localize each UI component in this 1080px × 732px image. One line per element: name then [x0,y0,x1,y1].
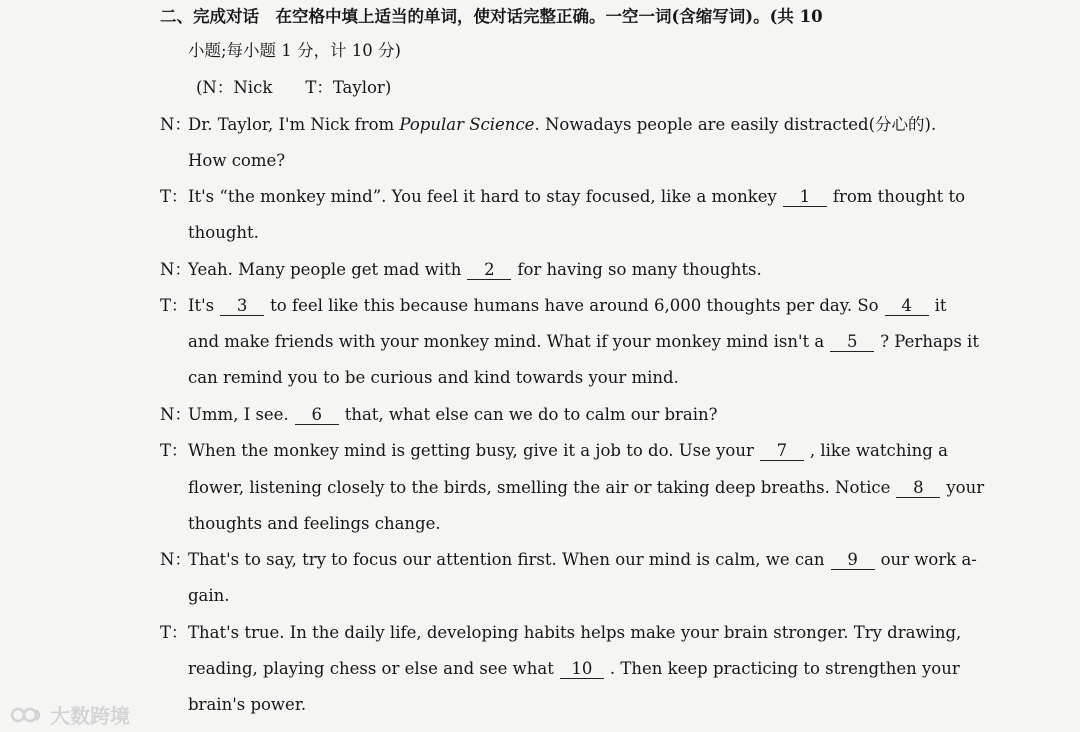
dialogue-line-n3: N：Umm, I see. 6 that, what else can we do to calm our brain? [160,405,718,424]
speaker-label: N： [160,405,191,424]
dialogue-line-t1-cont: thought. [188,223,259,242]
blank-2[interactable]: 2 [467,261,511,280]
dialogue-line-n1-cont: How come? [188,151,286,170]
speaker-label: N： [160,115,191,134]
dialogue-line-t3: T：When the monkey mind is getting busy, give it a job to do. Use your 7 , like watching a [160,441,948,460]
dialogue-line-t3-cont: flower, listening closely to the birds, smelling the air or taking deep breaths. Notice 8 your [188,478,985,497]
speaker-label: N： [160,260,191,279]
blank-3[interactable]: 3 [220,297,264,316]
blank-5[interactable]: 5 [830,333,874,352]
section-scoring: 小题;每小题 1 分，计 10 分) [188,41,401,60]
roles-legend: (N：Nick T：Taylor) [196,78,392,97]
magazine-title: Popular Science [399,115,535,134]
dialogue-line-t2: T：It's 3 to feel like this because humans have around 6,000 thoughts per day. So 4 it [160,296,947,315]
speaker-label: T： [160,441,188,460]
blank-8[interactable]: 8 [896,479,940,498]
speaker-label: T： [160,296,188,315]
dialogue-line-n4: N：That's to say, try to focus our attention first. When our mind is calm, we can 9 our work a- [160,550,977,569]
watermark-logo-icon [10,704,44,726]
speaker-label: N： [160,550,191,569]
dialogue-line-t3-cont2: thoughts and feelings change. [188,514,441,533]
blank-10[interactable]: 10 [560,660,604,679]
section-heading: 二、完成对话 在空格中填上适当的单词，使对话完整正确。一空一词(含缩写词)。(共 10 [160,7,823,26]
dialogue-line-n1: N：Dr. Taylor, I'm Nick from Popular Science. Nowadays people are easily distracted(分心的). [160,115,937,134]
blank-7[interactable]: 7 [760,442,804,461]
blank-6[interactable]: 6 [295,406,339,425]
blank-4[interactable]: 4 [885,297,929,316]
dialogue-line-t4-cont2: brain's power. [188,695,307,714]
dialogue-line-t4: T：That's true. In the daily life, developing habits helps make your brain stronger. Try drawing, [160,623,962,642]
dialogue-line-t2-cont2: can remind you to be curious and kind towards your mind. [188,368,679,387]
dialogue-line-t2-cont: and make friends with your monkey mind. What if your monkey mind isn't a 5 ? Perhaps it [188,332,979,351]
watermark-text: 大数跨境 [50,704,130,728]
dialogue-line-t4-cont: reading, playing chess or else and see what 10 . Then keep practicing to strengthen your [188,659,960,678]
watermark [10,700,130,729]
speaker-label: T： [160,623,188,642]
dialogue-line-n2: N：Yeah. Many people get mad with 2 for having so many thoughts. [160,260,762,279]
blank-9[interactable]: 9 [831,551,875,570]
dialogue-line-n4-cont: gain. [188,586,230,605]
blank-1[interactable]: 1 [783,188,827,207]
dialogue-line-t1: T：It's “the monkey mind”. You feel it hard to stay focused, like a monkey 1 from thought to [160,187,966,206]
speaker-label: T： [160,187,188,206]
